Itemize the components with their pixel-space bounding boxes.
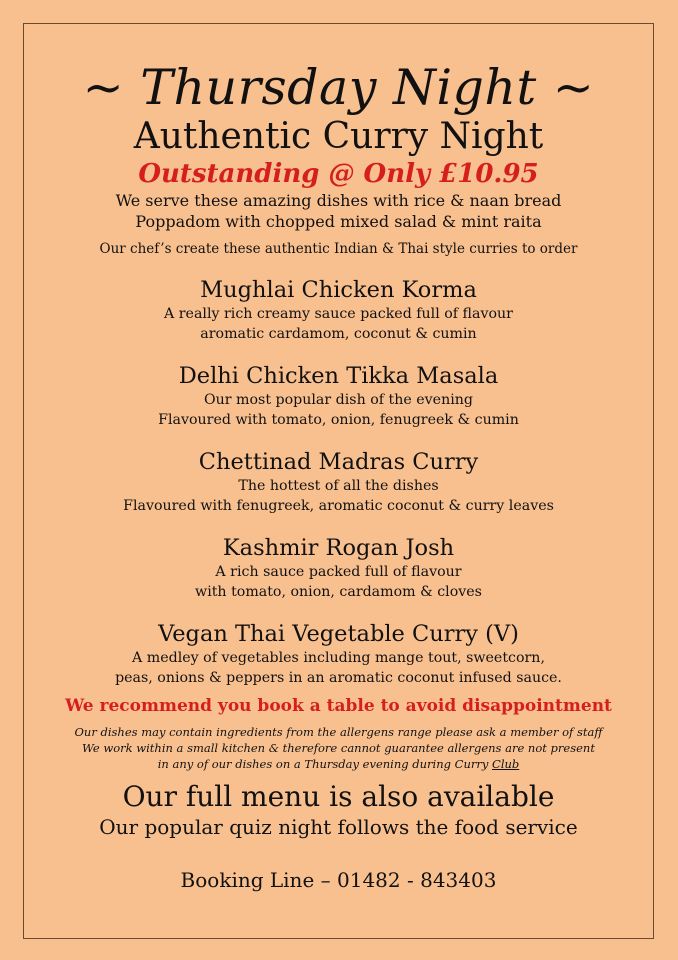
page-subtitle: Authentic Curry Night <box>133 116 544 157</box>
booking-line: Booking Line – 01482 - 843403 <box>180 868 497 892</box>
allergen-line <box>23 756 654 772</box>
price-banner: Outstanding @ Only £10.95 <box>138 159 539 189</box>
dish-description: aromatic cardamom, coconut & cumin <box>200 326 477 342</box>
dish-item <box>23 448 654 516</box>
dish-name: Kashmir Rogan Josh <box>222 535 455 561</box>
allergen-line: We work within a small kitchen & therefore cannot guarantee allergens are not present <box>82 741 595 755</box>
intro-line-1: We serve these amazing dishes with rice & naan bread <box>115 191 562 210</box>
allergen-line-text: in any of our dishes on a Thursday evening during Curry <box>157 757 493 771</box>
dish-name: Vegan Thai Vegetable Curry (V) <box>158 621 519 647</box>
dish-item <box>23 276 654 344</box>
quiz-night-note: Our popular quiz night follows the food service <box>99 815 578 839</box>
dish-name: Delhi Chicken Tikka Masala <box>178 363 499 389</box>
chef-note: Our chef’s create these authentic Indian & Thai style curries to order <box>99 241 578 257</box>
intro-line-2: Poppadom with chopped mixed salad & mint raita <box>135 212 542 231</box>
full-menu-note: Our full menu is also available <box>122 780 555 813</box>
dish-item <box>23 534 654 602</box>
dish-name: Mughlai Chicken Korma <box>200 277 477 303</box>
dish-item <box>23 362 654 430</box>
page-title: ~ Thursday Night ~ <box>82 59 595 116</box>
dish-name: Chettinad Madras Curry <box>198 449 479 475</box>
allergen-notice <box>23 724 654 772</box>
menu-flyer <box>23 23 654 893</box>
dish-description: A medley of vegetables including mange tout, sweetcorn, <box>132 650 545 666</box>
dish-description: A really rich creamy sauce packed full of flavour <box>164 306 513 322</box>
dish-description: peas, onions & peppers in an aromatic coconut infused sauce. <box>115 670 562 686</box>
dish-item <box>23 620 654 688</box>
dish-description: Flavoured with tomato, onion, fenugreek & cumin <box>158 412 519 428</box>
dish-description: A rich sauce packed full of flavour <box>215 564 462 580</box>
dish-description: Flavoured with fenugreek, aromatic coconut & curry leaves <box>123 498 554 514</box>
dish-description: The hottest of all the dishes <box>238 478 439 494</box>
dish-description: Our most popular dish of the evening <box>204 392 473 408</box>
curry-club-label: Club <box>492 757 520 771</box>
dish-description: with tomato, onion, cardamom & cloves <box>195 584 482 600</box>
booking-recommendation: We recommend you book a table to avoid disappointment <box>65 696 612 716</box>
allergen-line: Our dishes may contain ingredients from the allergens range please ask a member of staff <box>74 725 603 739</box>
